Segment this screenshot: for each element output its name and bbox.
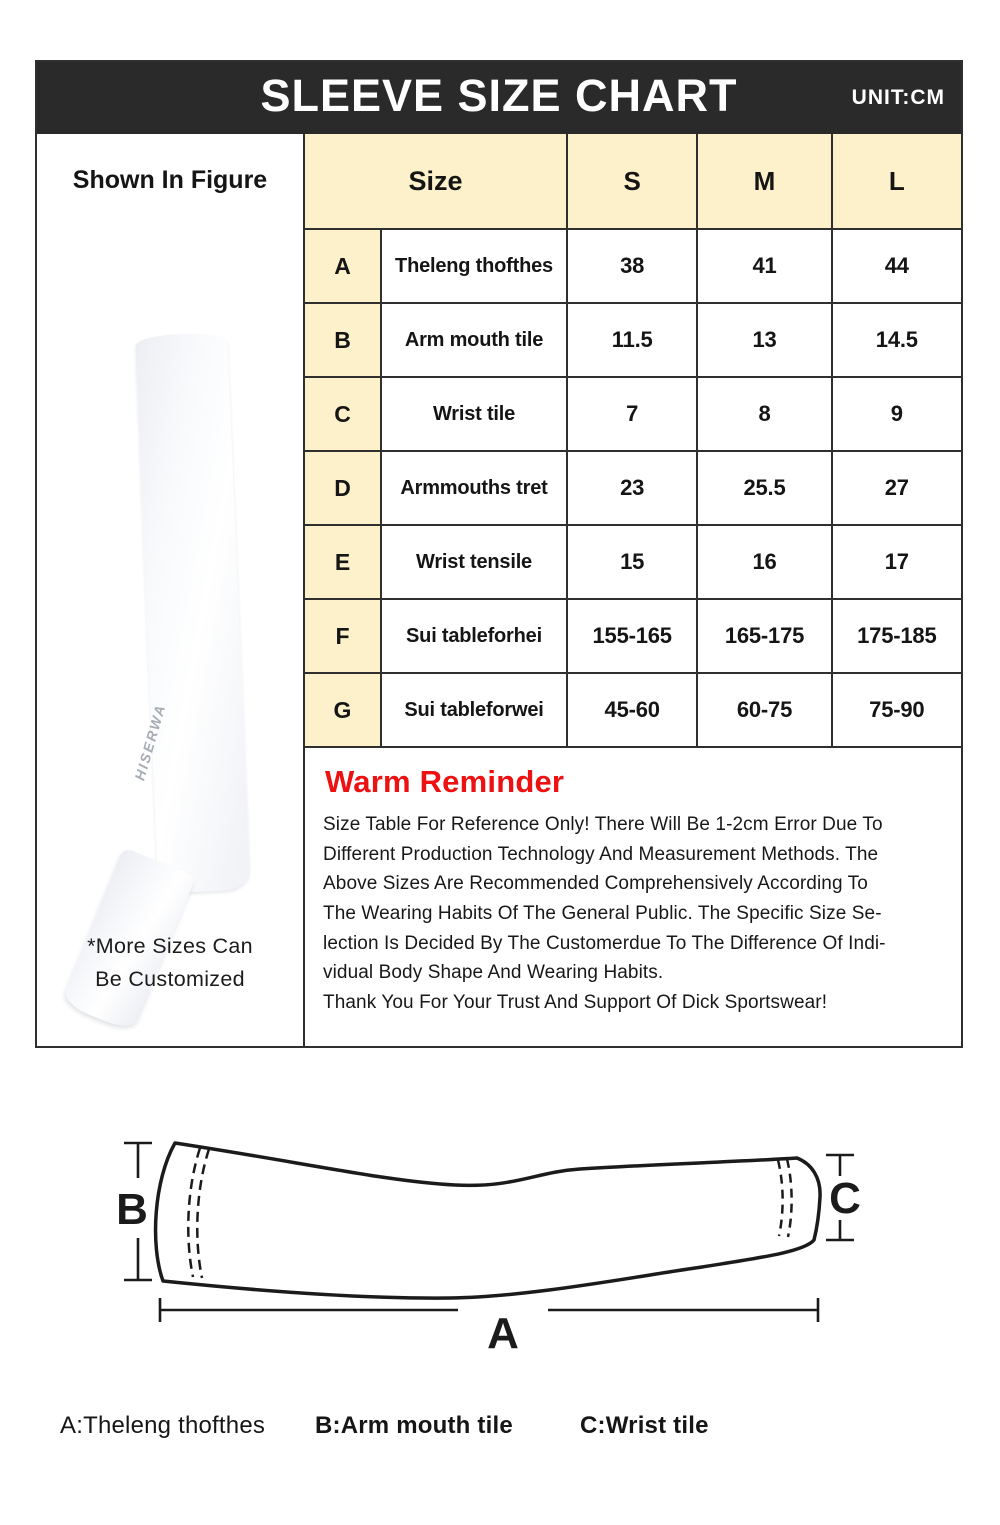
unit-label: UNIT:CM xyxy=(851,86,945,109)
cell-value-l: 17 xyxy=(831,524,961,598)
cell-value-l: 75-90 xyxy=(831,672,961,746)
row-key: B xyxy=(305,302,380,376)
warm-reminder-line: Different Production Technology And Measurement Methods. The xyxy=(323,843,879,865)
legend-item-a xyxy=(60,1412,265,1440)
customize-note xyxy=(37,930,303,997)
cell-value-m: 13 xyxy=(696,302,830,376)
table-panel xyxy=(305,134,961,1046)
row-key: G xyxy=(305,672,380,746)
size-header-cell: Size xyxy=(305,134,566,228)
row-label: Theleng thofthes xyxy=(380,228,566,302)
cell-value-m: 41 xyxy=(696,228,830,302)
warm-reminder-line: lection Is Decided By The Customerdue To The Difference Of Indi- xyxy=(323,932,886,954)
figure-heading: Shown In Figure xyxy=(72,166,268,194)
title-banner xyxy=(37,62,961,134)
row-label: Sui tableforhei xyxy=(380,598,566,672)
warm-reminder-line: The Wearing Habits Of The General Public. The Specific Size Se- xyxy=(323,902,882,924)
sleeve-outline xyxy=(156,1143,821,1298)
figure-panel xyxy=(37,134,305,1046)
sleeve-measure-diagram xyxy=(90,1120,970,1370)
warm-reminder-line: vidual Body Shape And Wearing Habits. xyxy=(323,962,664,984)
row-label: Wrist tensile xyxy=(380,524,566,598)
cell-value-s: 45-60 xyxy=(566,672,696,746)
cell-value-l: 14.5 xyxy=(831,302,961,376)
legend-label: Wrist tile xyxy=(605,1412,709,1439)
row-label: Arm mouth tile xyxy=(380,302,566,376)
cell-value-m: 25.5 xyxy=(696,450,830,524)
row-label: Armmouths tret xyxy=(380,450,566,524)
size-chart-box xyxy=(35,60,963,1048)
column-header-l: L xyxy=(831,134,961,228)
row-key: C xyxy=(305,376,380,450)
row-key: E xyxy=(305,524,380,598)
cell-value-l: 44 xyxy=(831,228,961,302)
sleeve-product-photo xyxy=(37,134,303,1046)
cell-value-m: 165-175 xyxy=(696,598,830,672)
dimension-a-label: A xyxy=(487,1309,519,1358)
chart-content xyxy=(37,134,961,1046)
cell-value-m: 60-75 xyxy=(696,672,830,746)
cell-value-s: 15 xyxy=(566,524,696,598)
warm-reminder-title: Warm Reminder xyxy=(325,764,565,799)
warm-reminder-line: Above Sizes Are Recommended Comprehensively According To xyxy=(323,873,868,895)
legend-key: C: xyxy=(580,1412,606,1439)
row-label: Sui tableforwei xyxy=(380,672,566,746)
cell-value-s: 11.5 xyxy=(566,302,696,376)
row-key: F xyxy=(305,598,380,672)
warm-reminder-line: Size Table For Reference Only! There Will Be 1-2cm Error Due To xyxy=(323,814,883,835)
cell-value-m: 16 xyxy=(696,524,830,598)
cell-value-l: 175-185 xyxy=(831,598,961,672)
legend-item-b xyxy=(315,1412,513,1440)
cell-value-s: 38 xyxy=(566,228,696,302)
cell-value-s: 155-165 xyxy=(566,598,696,672)
legend-label: Arm mouth tile xyxy=(340,1412,513,1439)
brand-logo: HISERWA xyxy=(131,701,169,783)
dimension-b-label: B xyxy=(116,1185,148,1234)
warm-reminder-thanks: Thank You For Your Trust And Support Of Dick Sportswear! xyxy=(323,991,828,1013)
row-label: Wrist tile xyxy=(380,376,566,450)
row-key: A xyxy=(305,228,380,302)
cell-value-l: 27 xyxy=(831,450,961,524)
size-table xyxy=(305,134,961,746)
warm-reminder-section xyxy=(305,746,961,1046)
legend-label: Theleng thofthes xyxy=(83,1412,266,1439)
measure-legend xyxy=(35,1412,965,1452)
legend-key: B: xyxy=(315,1412,341,1439)
cell-value-l: 9 xyxy=(831,376,961,450)
column-header-s: S xyxy=(566,134,696,228)
customize-note-line2: Be Customized xyxy=(95,967,245,992)
cell-value-s: 7 xyxy=(566,376,696,450)
page-title: SLEEVE SIZE CHART xyxy=(260,69,738,121)
column-header-m: M xyxy=(696,134,830,228)
row-key: D xyxy=(305,450,380,524)
customize-note-line1: *More Sizes Can xyxy=(87,934,253,958)
cell-value-s: 23 xyxy=(566,450,696,524)
cell-value-m: 8 xyxy=(696,376,830,450)
legend-item-c xyxy=(580,1412,709,1440)
sleeve-upper-arm-shape xyxy=(135,332,250,893)
legend-key: A: xyxy=(60,1412,84,1439)
dimension-c-label: C xyxy=(829,1174,861,1223)
